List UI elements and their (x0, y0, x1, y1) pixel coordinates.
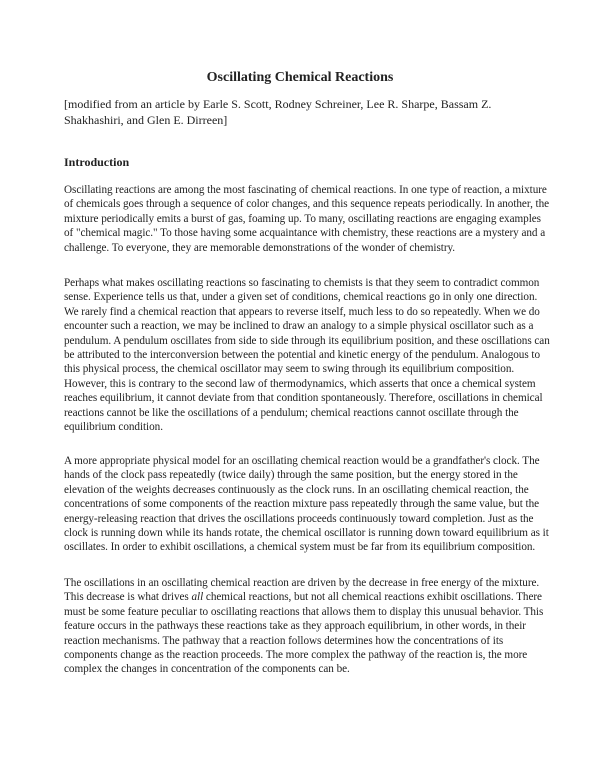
paragraph-4 (64, 576, 552, 677)
section-heading-introduction: Introduction (64, 155, 130, 169)
emphasis-all: all (191, 591, 204, 604)
paragraph-2: Perhaps what makes oscillating reactions so fascinating to chemists is that they seem to contradict common sense. Experience tells us that, under a given set of conditions, chemical reactions go in only one direction. We rarely find a chemical reaction that appears to reverse itself, much less to do so repeatedly. When we do encounter such a reaction, we may be inclined to draw an analogy to a simple physical oscillator such as a pendulum. A pendulum oscillates from side to side through its equilibrium position, and these oscillations can be attributed to the interconversion between the potential and kinetic energy of the pendulum. Analogous to this physical process, the chemical oscillator may seem to swing through its equilibrium composition. However, this is contrary to the second law of thermodynamics, which asserts that once a chemical system reaches equilibrium, it cannot deviate from that condition spontaneously. Therefore, oscillations in chemical reactions cannot be like the oscillations of a pendulum; chemical reactions cannot oscillate through the equilibrium condition. (64, 277, 550, 434)
paragraph-4-text-end: chemical reactions, but not all chemical reactions exhibit oscillations. There must be some feature peculiar to oscillating reactions that allows them to display this unusual behavior. This feature occurs in the pathways these reactions take as they approach equilibrium, in other words, in their reaction mechanisms. The pathway that a reaction follows determines how the concentrations of its components change as the reaction proceeds. The more complex the pathway of the reaction is, the more complex the changes in concentration of the components can be. (64, 591, 544, 676)
paragraph-4-text-start: The oscillations in an oscillating chemical reaction are driven by the decrease in free energy of the mixture. This decrease is what drives (64, 577, 540, 604)
paragraph-1: Oscillating reactions are among the most fascinating of chemical reactions. In one type of reaction, a mixture of chemicals goes through a sequence of color changes, and this sequence repeats periodically. In another, the mixture periodically emits a burst of gas, foaming up. To many, oscillating reactions are engaging examples of "chemical magic." To those having some acquaintance with chemistry, these reactions are a mystery and a challenge. To everyone, they are memorable demonstrations of the wonder of chemistry. (64, 184, 550, 254)
document-title: Oscillating Chemical Reactions (206, 70, 394, 85)
paragraph-3: A more appropriate physical model for an oscillating chemical reaction would be a grandfather's clock. The hands of the clock pass repeatedly (twice daily) through the same position, but the energy stored in the elevation of the weights decreases continuously as the clock runs. In an oscillating chemical reaction, the concentrations of some components of the reaction mixture pass repeatedly through the same value, but the energy-releasing reaction that drives the oscillations proceeds continuously toward completion. Just as the clock is running down while its hands rotate, the chemical oscillator is running down toward equilibrium as it oscillates. In order to exhibit oscillations, a chemical system must be far from its equilibrium composition. (64, 455, 549, 554)
attribution-note: [modified from an article by Earle S. Scott, Rodney Schreiner, Lee R. Sharpe, Bassam Z. Shakhashiri, and Glen E. Dirreen] (64, 97, 492, 127)
